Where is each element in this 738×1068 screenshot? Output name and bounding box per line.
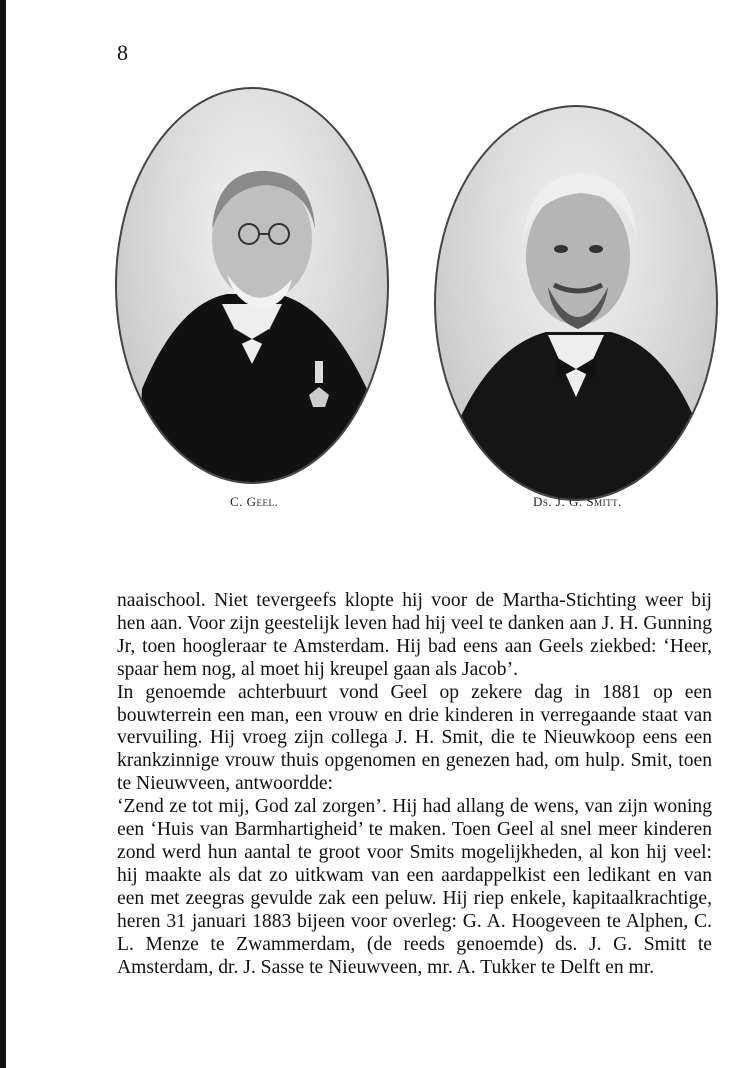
caption-left: C. Geel. — [230, 494, 279, 509]
paragraph-2: In genoemde achterbuurt vond Geel op zekere dag in 1881 op een bouwterrein een man, een vrouw en drie kinderen in verregaande staat van vervuiling. Hij vroeg zijn collega J. H. Smit, die te Nieuwkoop eens een krankzinnige vrouw thuis opgenomen en genezen had, om hulp. Smit, toen te Nieuwveen, antwoordde: — [117, 681, 712, 795]
portrait-j-g-smitt-image — [436, 107, 716, 499]
caption-right: Ds. J. G. Smitt. — [533, 494, 622, 509]
page-number: 8 — [117, 40, 128, 65]
binding-edge — [0, 0, 6, 1068]
portrait-c-geel-image — [117, 89, 387, 482]
paragraph-3: ‘Zend ze tot mij, God zal zorgen’. Hij had allang de wens, van zijn woning een ‘Huis van Barmhartigheid’ te maken. Toen Geel al snel meer kinderen zond werd hun aantal te groot voor Smits mogelijkheden, al kon hij veel: hij maakte als dat zo uitkwam van een aardappelkist een ledikant en van een met zeegras gevulde zak een peluw. Hij riep enkele, kapitaalkrachtige, heren 31 januari 1883 bijeen voor overleg: G. A. Hoogeveen te Alphen, C. L. Menze te Zwammerdam, (de reeds genoemde) ds. J. G. Smitt te Amsterdam, dr. J. Sasse te Nieuwveen, mr. A. Tukker te Delft en mr. — [117, 796, 712, 978]
portrait-j-g-smitt — [434, 105, 718, 501]
body-text — [117, 590, 712, 979]
paragraph-1: naaischool. Niet tevergeefs klopte hij voor de Martha-Stichting weer bij hen aan. Voor zijn geestelijk leven had hij veel te danken aan J. H. Gunning Jr, toen hoogleraar te Amsterdam. Hij bad eens aan Geels ziekbed: ‘Heer, spaar hem nog, al moet hij kreupel gaan als Jacob’. — [117, 590, 712, 680]
portrait-c-geel — [115, 87, 389, 484]
